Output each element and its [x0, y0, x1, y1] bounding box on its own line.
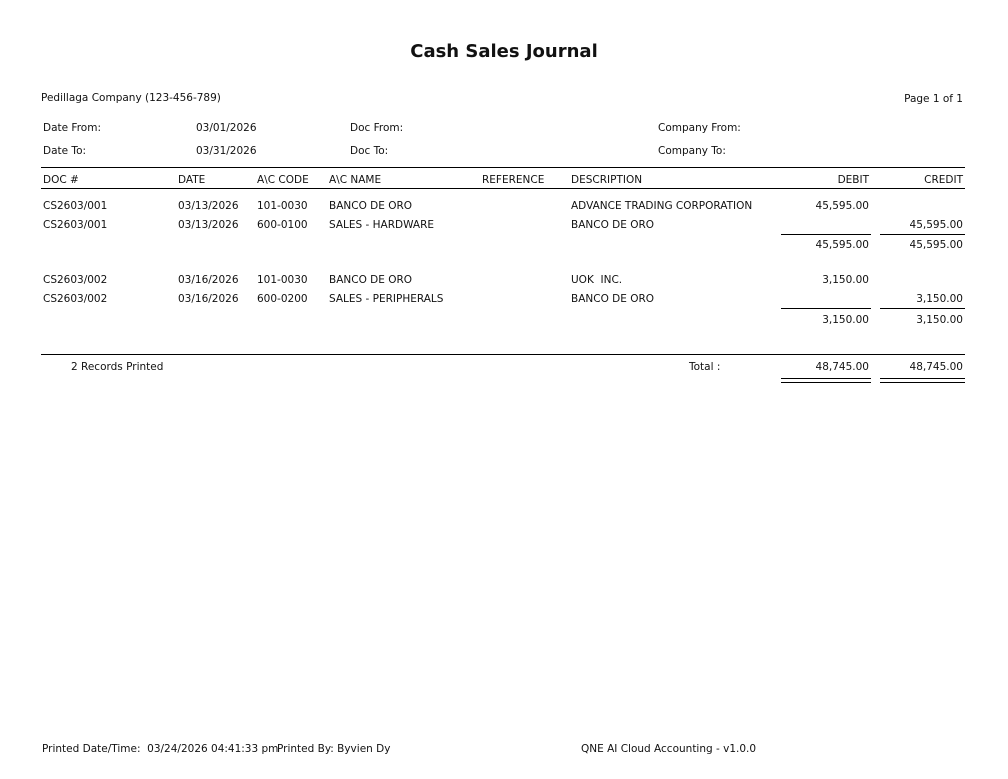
total-double-rule-debit: [781, 378, 871, 379]
table-row-date: 03/13/2026: [178, 200, 239, 212]
doc-to-label: Doc To:: [350, 145, 389, 157]
column-header-ac-name: A\C NAME: [329, 174, 382, 186]
table-row-ac-name: SALES - HARDWARE: [329, 219, 435, 231]
table-row-ac-name: SALES - PERIPHERALS: [329, 293, 444, 305]
company-to-label: Company To:: [658, 145, 726, 157]
total-double-rule-credit: [880, 382, 965, 383]
subtotal-credit: 45,595.00: [909, 239, 963, 251]
table-row-doc: CS2603/001: [43, 200, 108, 212]
subtotal-rule-credit: [880, 308, 965, 309]
column-header-credit: CREDIT: [924, 174, 963, 186]
table-row-date: 03/16/2026: [178, 274, 239, 286]
header-top-rule: [41, 167, 965, 168]
column-header-debit: DEBIT: [837, 174, 869, 186]
date-to-label: Date To:: [43, 145, 87, 157]
column-header-description: DESCRIPTION: [571, 174, 643, 186]
total-double-rule-credit: [880, 378, 965, 379]
company-name: Pedillaga Company (123-456-789): [41, 92, 221, 104]
subtotal-rule-debit: [781, 234, 871, 235]
table-row-debit: 3,150.00: [822, 274, 869, 286]
header-bottom-rule: [41, 188, 965, 189]
table-row-credit: 45,595.00: [909, 219, 963, 231]
table-row-doc: CS2603/002: [43, 274, 108, 286]
table-row-date: 03/16/2026: [178, 293, 239, 305]
column-header-doc: DOC #: [43, 174, 79, 186]
summary-rule: [41, 354, 965, 355]
doc-from-label: Doc From:: [350, 122, 404, 134]
table-row-description: UOK INC.: [571, 274, 623, 286]
printed-datetime: Printed Date/Time: 03/24/2026 04:41:33 pm: [42, 743, 279, 755]
table-row-ac-name: BANCO DE ORO: [329, 200, 413, 212]
column-header-date: DATE: [178, 174, 206, 186]
date-from-value: 03/01/2026: [196, 122, 257, 134]
table-row-debit: 45,595.00: [815, 200, 869, 212]
subtotal-credit: 3,150.00: [916, 314, 963, 326]
subtotal-debit: 3,150.00: [822, 314, 869, 326]
subtotal-rule-debit: [781, 308, 871, 309]
total-label: Total :: [689, 361, 721, 373]
date-from-label: Date From:: [43, 122, 101, 134]
table-row-ac-code: 101-0030: [257, 274, 308, 286]
column-header-reference: REFERENCE: [482, 174, 545, 186]
table-row-date: 03/13/2026: [178, 219, 239, 231]
report-title: Cash Sales Journal: [410, 41, 598, 62]
table-row-doc: CS2603/001: [43, 219, 108, 231]
table-row-credit: 3,150.00: [916, 293, 963, 305]
table-row-ac-code: 600-0100: [257, 219, 308, 231]
column-header-ac-code: A\C CODE: [257, 174, 309, 186]
table-row-ac-code: 101-0030: [257, 200, 308, 212]
printed-by: Printed By: Byvien Dy: [277, 743, 391, 755]
table-row-description: ADVANCE TRADING CORPORATION: [571, 200, 753, 212]
table-row-ac-code: 600-0200: [257, 293, 308, 305]
subtotal-debit: 45,595.00: [815, 239, 869, 251]
total-debit: 48,745.00: [815, 361, 869, 373]
software-version: QNE AI Cloud Accounting - v1.0.0: [581, 743, 757, 755]
total-credit: 48,745.00: [909, 361, 963, 373]
table-row-ac-name: BANCO DE ORO: [329, 274, 413, 286]
page-number: Page 1 of 1: [904, 93, 963, 105]
table-row-description: BANCO DE ORO: [571, 219, 655, 231]
date-to-value: 03/31/2026: [196, 145, 257, 157]
table-row-doc: CS2603/002: [43, 293, 108, 305]
records-printed: 2 Records Printed: [71, 361, 164, 373]
total-double-rule-debit: [781, 382, 871, 383]
subtotal-rule-credit: [880, 234, 965, 235]
table-row-description: BANCO DE ORO: [571, 293, 655, 305]
company-from-label: Company From:: [658, 122, 741, 134]
